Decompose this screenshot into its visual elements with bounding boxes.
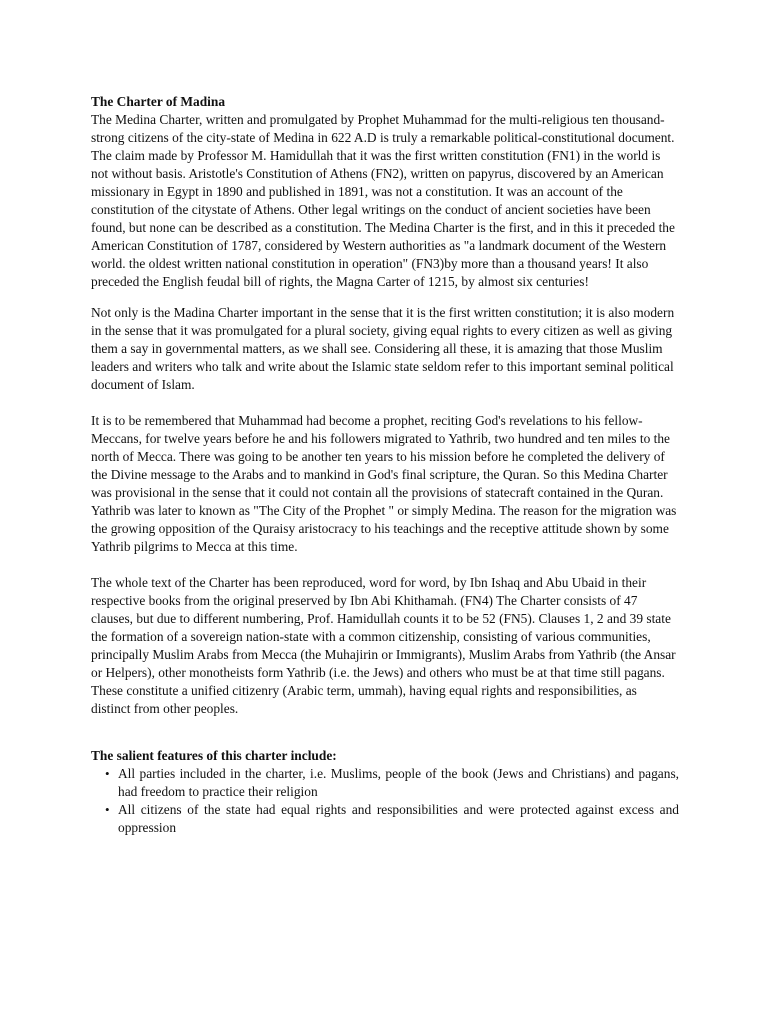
paragraph-4	[91, 574, 679, 718]
paragraph-1-text: The Medina Charter, written and promulgated by Prophet Muhammad for the multi-religious ten thousand-strong citizens of the city-state of Medina in 622 A.D is truly a remarkable political-constitutional document. The claim made by Professor M. Hamidullah that it was the first written constitution (FN1) in the world is not without basis. Aristotle's Constitution of Athens (FN2), written on papyrus, discovered by an American missionary in Egypt in 1890 and published in 1891, was not a constitution. It was an account of the constitution of the citystate of Athens. Other legal writings on the conduct of ancient societies have been found, but none can be described as a constitution. The Medina Charter is the first, and in this it preceded the American Constitution of 1787, considered by Western authorities as "a landmark document of the Western world. the oldest written national constitution in operation" (FN3)by more than a thousand years! It also preceded the English feudal bill of rights, the Magna Carter of 1215, by almost six centuries!	[91, 112, 675, 289]
list-item-text: All parties included in the charter, i.e. Muslims, people of the book (Jews and Christians) and pagans, had freedom to practice their religion	[118, 766, 679, 799]
features-heading: The salient features of this charter include:	[91, 748, 337, 763]
paragraph-2-text: Not only is the Madina Charter important in the sense that it is the first written constitution; it is also modern in the sense that it was promulgated for a plural society, giving equal rights to every citizen as well as giving them a say in governmental matters, as we shall see. Considering all these, it is amazing that those Muslim leaders and writers who talk and write about the Islamic state seldom refer to this important seminal political document of Islam.	[91, 305, 675, 392]
paragraph-2	[91, 304, 679, 394]
list-item	[91, 765, 679, 801]
paragraph-1	[91, 111, 679, 291]
paragraph-3-text: It is to be remembered that Muhammad had become a prophet, reciting God's revelations to his fellow-Meccans, for twelve years before he and his followers migrated to Yathrib, two hundred and ten miles to the north of Mecca. There was going to be another ten years to his mission before he completed the delivery of the Divine message to the Arabs and to mankind in God's final scripture, the Quran. So this Medina Charter was provisional in the sense that it could not contain all the provisions of statecraft contained in the Quran. Yathrib was later to known as "The City of the Prophet " or simply Medina. The reason for the migration was the growing opposition of the Quraisy aristocracy to his teachings and the receptive attitude shown by some Yathrib pilgrims to Mecca at this time.	[91, 413, 677, 554]
document-title: The Charter of Madina	[91, 94, 226, 109]
paragraph-3	[91, 412, 679, 556]
document-page	[91, 93, 679, 837]
features-list	[91, 765, 679, 837]
paragraph-4-text: The whole text of the Charter has been reproduced, word for word, by Ibn Ishaq and Abu Ubaid in their respective books from the original preserved by Ibn Abi Khithamah. (FN4) The Charter consists of 47 clauses, but due to different numbering, Prof. Hamidullah counts it to be 52 (FN5). Clauses 1, 2 and 39 state the formation of a sovereign nation-state with a common citizenship, consisting of various communities, principally Muslim Arabs from Mecca (the Muhajirin or Immigrants), Muslim Arabs from Yathrib (the Ansar or Helpers), other monotheists form Yathrib (i.e. the Jews) and others who must be at that time still pagans. These constitute a unified citizenry (Arabic term, ummah), having equal rights and responsibilities, as distinct from other peoples.	[91, 575, 676, 716]
list-item	[91, 801, 679, 837]
bullet-icon: •	[105, 766, 110, 781]
bullet-icon: •	[105, 802, 110, 817]
list-item-text: All citizens of the state had equal rights and responsibilities and were protected against excess and oppression	[118, 802, 679, 835]
